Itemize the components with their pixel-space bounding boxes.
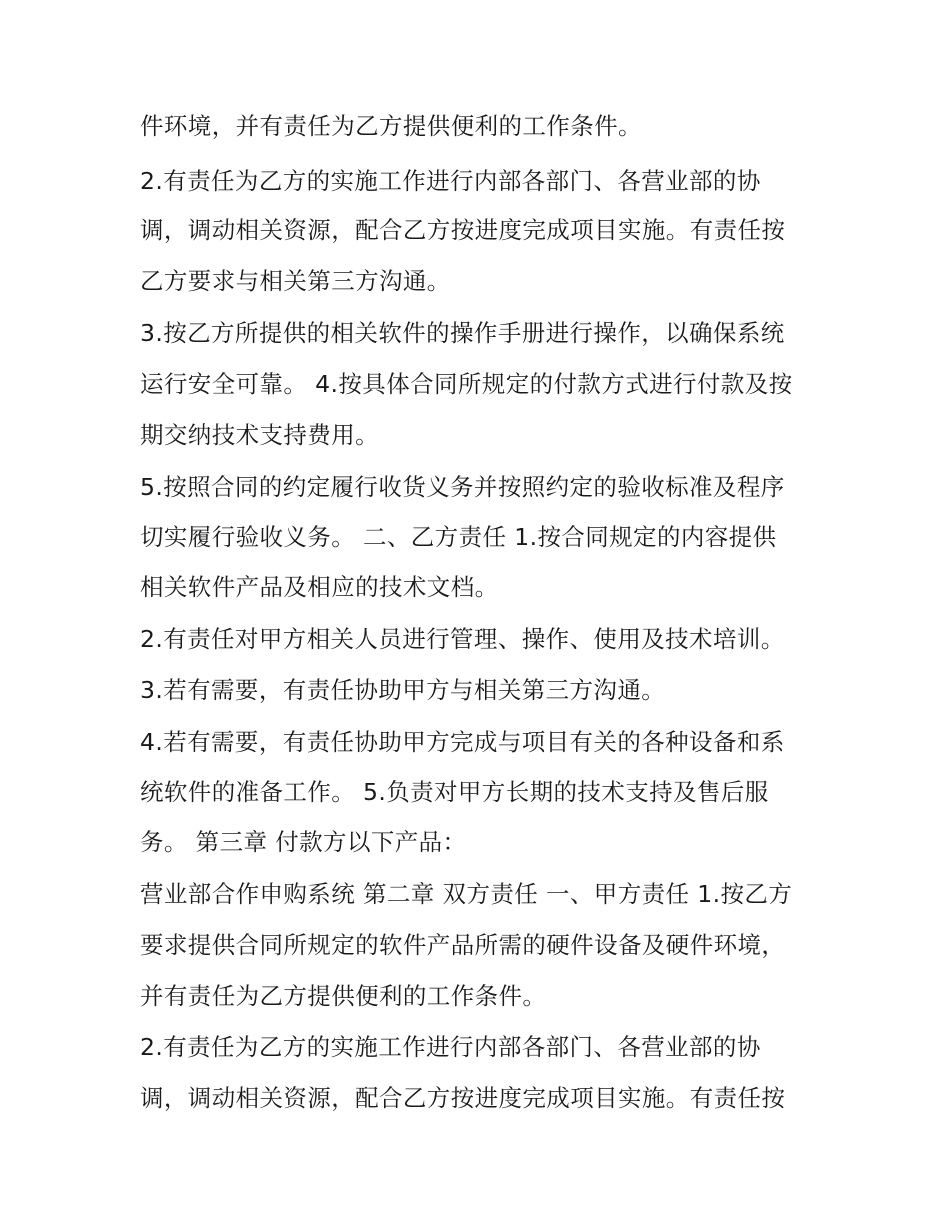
text-line: 调，调动相关资源，配合乙方按进度完成项目实施。有责任按: [140, 1084, 786, 1112]
text-line: 2.有责任为乙方的实施工作进行内部各部门、各营业部的协: [140, 1033, 761, 1061]
text-line: 并有责任为乙方提供便利的工作条件。: [140, 982, 547, 1010]
text-line: 2.有责任为乙方的实施工作进行内部各部门、各营业部的协: [140, 167, 761, 195]
text-line: 3.若有需要，有责任协助甲方与相关第三方沟通。: [140, 676, 666, 704]
text-line: 切实履行验收义务。 二、乙方责任 1.按合同规定的内容提供: [140, 523, 777, 551]
text-line: 3.按乙方所提供的相关软件的操作手册进行操作，以确保系统: [140, 319, 785, 347]
text-line: 统软件的准备工作。 5.负责对甲方长期的技术支持及售后服: [140, 778, 769, 806]
text-line: 运行安全可靠。 4.按具体合同所规定的付款方式进行付款及按: [140, 370, 793, 398]
text-line: 要求提供合同所规定的软件产品所需的硬件设备及硬件环境，: [140, 931, 786, 959]
text-line: 期交纳技术支持费用。: [140, 421, 379, 449]
text-line: 相关软件产品及相应的技术文档。: [140, 573, 499, 601]
text-line: 4.若有需要，有责任协助甲方完成与项目有关的各种设备和系: [140, 728, 785, 756]
text-line: 务。 第三章 付款方以下产品：: [140, 828, 467, 856]
text-line: 5.按照合同的约定履行收货义务并按照约定的验收标准及程序: [140, 473, 785, 501]
text-line: 调，调动相关资源，配合乙方按进度完成项目实施。有责任按: [140, 216, 786, 244]
text-line: 2.有责任对甲方相关人员进行管理、操作、使用及技术培训。: [140, 625, 785, 653]
text-line: 营业部合作申购系统 第二章 双方责任 一、甲方责任 1.按乙方: [140, 880, 793, 908]
text-line: 件环境，并有责任为乙方提供便利的工作条件。: [140, 112, 642, 140]
text-line: 乙方要求与相关第三方沟通。: [140, 267, 451, 295]
